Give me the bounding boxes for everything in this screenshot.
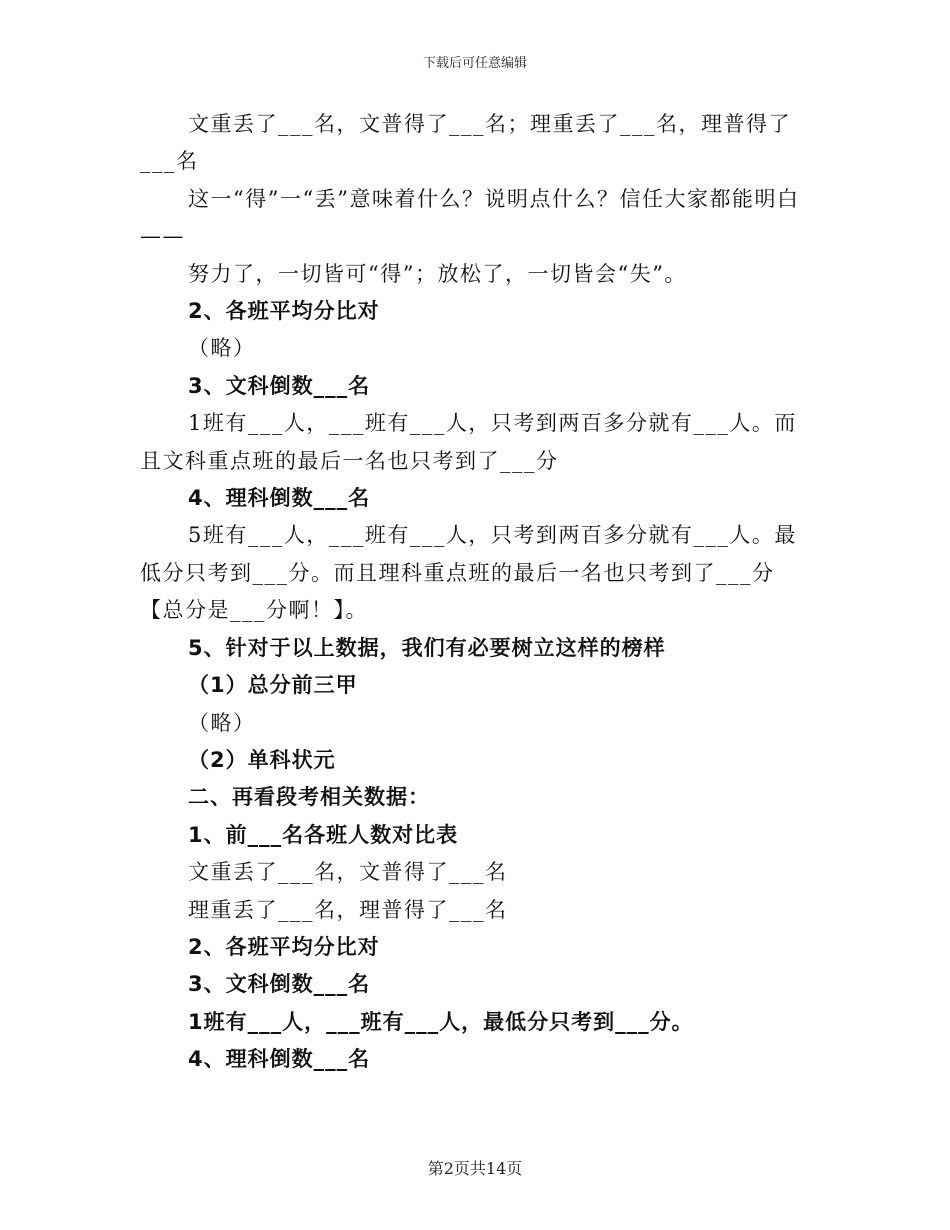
paragraph: 理重丢了___名，理普得了___名 [188, 897, 508, 922]
paragraph: 文重丢了___名，文普得了___名；理重丢了___名，理普得了___名 [140, 112, 791, 174]
subsection-heading: （2）单科状元 [188, 747, 336, 772]
section-heading: 4、理科倒数___名 [188, 486, 371, 511]
page-header: 下载后可任意编辑 [422, 56, 527, 71]
paragraph: 1班有___人，___班有___人，只考到两百多分就有___人。而且文科重点班的最后一名也只考到了___分 [140, 411, 797, 473]
section-heading: 1、前___名各班人数对比表 [188, 822, 459, 847]
document-body [140, 106, 812, 1079]
paragraph: 5班有___人，___班有___人，只考到两百多分就有___人。最低分只考到___分。而且理科重点班的最后一名也只考到了___分【总分是___分啊！】。 [140, 523, 797, 623]
paragraph: （略） [188, 710, 256, 735]
paragraph: （略） [188, 336, 256, 361]
section-heading: 3、文科倒数___名 [188, 373, 371, 398]
paragraph: 这一“得”一“丢”意味着什么？说明点什么？信任大家都能明白—— [140, 186, 800, 249]
subsection-heading: （1）总分前三甲 [188, 673, 358, 698]
section-heading: 2、各班平均分比对 [188, 299, 380, 324]
section-heading: 3、文科倒数___名 [188, 972, 371, 997]
page-number: 第2页共14页 [427, 1159, 523, 1178]
section-heading: 2、各班平均分比对 [188, 934, 380, 959]
section-heading: 5、针对于以上数据，我们有必要树立这样的榜样 [188, 635, 666, 660]
chapter-heading: 二、再看段考相关数据： [188, 785, 430, 810]
paragraph: 努力了，一切皆可“得”；放松了，一切皆会“失”。 [188, 261, 687, 286]
paragraph-bold: 1班有___人，___班有___人，最低分只考到___分。 [188, 1009, 694, 1034]
section-heading: 4、理科倒数___名 [188, 1047, 371, 1072]
paragraph: 文重丢了___名，文普得了___名 [188, 860, 508, 885]
